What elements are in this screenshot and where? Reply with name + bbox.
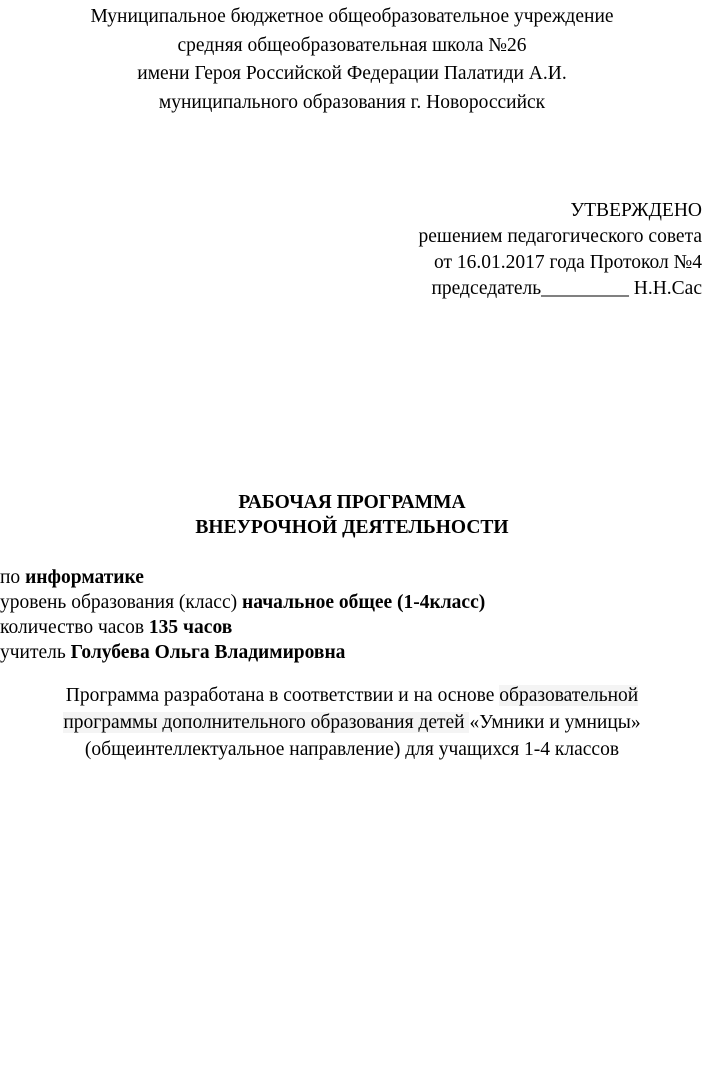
subject-label: по xyxy=(0,567,26,588)
description-line-1-highlight: образовательной xyxy=(499,685,639,706)
hours-value: 135 часов xyxy=(148,617,233,638)
description-line-2-text: «Умники и умницы» xyxy=(469,712,641,733)
header-line-2: средняя общеобразовательная школа №26 xyxy=(177,34,527,56)
header-line-1: Муниципальное бюджетное общеобразовательное учреждение xyxy=(90,6,614,27)
level-label: уровень образования (класс) xyxy=(0,592,242,613)
description-line-1 xyxy=(0,682,704,709)
document-title xyxy=(0,490,704,540)
description-line-2 xyxy=(0,709,704,736)
approval-line-1: решением педагогического совета xyxy=(418,226,702,247)
subject-row xyxy=(0,565,485,590)
teacher-value: Голубева Ольга Владимировна xyxy=(70,642,346,663)
title-line-2: ВНЕУРОЧНОЙ ДЕЯТЕЛЬНОСТИ xyxy=(195,517,509,538)
program-details xyxy=(0,565,485,665)
hours-label: количество часов xyxy=(0,617,149,638)
hours-row xyxy=(0,615,485,640)
description-line-1-text: Программа разработана в соответствии и на основе xyxy=(65,685,500,706)
subject-value: информатике xyxy=(25,567,144,588)
description-line-2-highlight: программы дополнительного образования детей xyxy=(63,712,470,733)
approval-line-3: председатель_________ Н.Н.Сас xyxy=(431,278,702,299)
description-line-3: (общеинтеллектуальное направление) для учащихся 1-4 классов xyxy=(84,739,620,760)
approval-heading: УТВЕРЖДЕНО xyxy=(570,200,702,221)
header-line-3: имени Героя Российской Федерации Палатиди А.И. xyxy=(137,63,567,84)
title-line-1: РАБОЧАЯ ПРОГРАММА xyxy=(238,492,466,513)
program-description xyxy=(0,682,704,763)
teacher-label: учитель xyxy=(0,642,71,663)
approval-block xyxy=(419,198,702,302)
level-value: начальное общее (1-4класс) xyxy=(241,592,486,613)
school-header xyxy=(0,3,704,117)
approval-line-2: от 16.01.2017 года Протокол №4 xyxy=(434,252,702,273)
teacher-row xyxy=(0,640,485,665)
level-row xyxy=(0,590,485,615)
header-line-4: муниципального образования г. Новороссийск xyxy=(158,91,546,113)
